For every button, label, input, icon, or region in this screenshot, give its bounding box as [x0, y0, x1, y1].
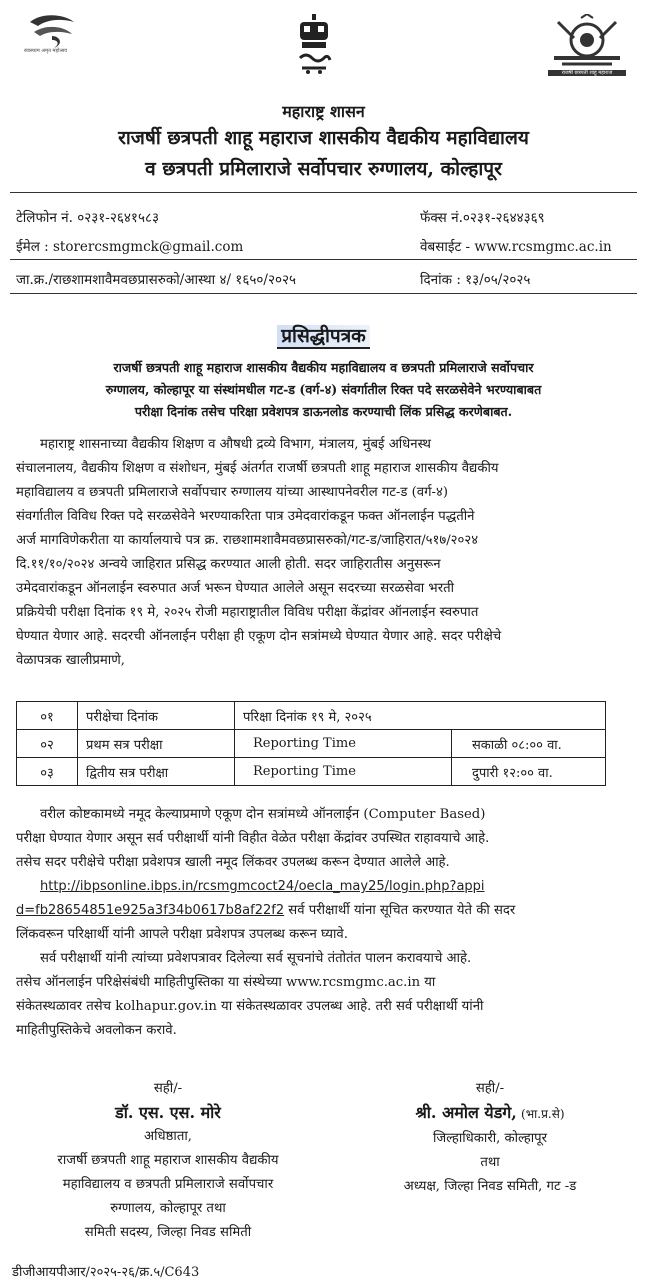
institution-heading-line1: राजर्षी छत्रपती शाहू महाराज शासकीय वैद्यकीय महाविद्यालय — [118, 127, 529, 149]
row-number: ०३ — [17, 758, 78, 786]
body-paragraph-3 — [16, 947, 633, 1043]
body-paragraph-2 — [16, 803, 633, 947]
body-line: लिंकवरून परिक्षार्थी यांनी आपले परीक्षा प्रवेशपत्र उपलब्ध करून घ्यावे. — [16, 927, 348, 942]
link-suffix-text: सर्व परीक्षार्थी यांना सूचित करण्यात येते की सदर — [284, 903, 516, 918]
notice-title — [0, 322, 647, 348]
subject-line: रुग्णालय, कोल्हापूर या संस्थांमधील गट-ड (वर्ग-४) संवर्गातील रिक्त पदे सरळसेवेने भरण्याबाबत — [105, 382, 542, 397]
row-value: Reporting Time — [235, 758, 452, 786]
signatory-collector — [340, 1077, 640, 1199]
fax-number: फॅक्स नं.०२३१-२६४४३६९ — [420, 210, 545, 226]
row-item: प्रथम सत्र परीक्षा — [78, 730, 235, 758]
body-line: दि.११/१०/२०२४ अन्वये जाहिरात प्रसिद्ध करण्यात आली होती. सदर जाहिरातीस अनुसरून — [16, 557, 441, 572]
crest-tagline: राजर्षी छत्रपती शाहू महाराज — [548, 70, 626, 76]
body-line: वरील कोष्टकामध्ये नमूद केल्याप्रमाणे एकूण दोन सत्रांमध्ये ऑनलाईन (Computer Based) — [40, 807, 486, 822]
body-line: उमेदवारांकडून ऑनलाईन स्वरुपात अर्ज भरून घेण्यात आलेले असून सदरच्या सरळसेवा भरती — [16, 581, 455, 596]
swirl-emblem-icon — [24, 14, 80, 50]
institution-heading-line2: व छत्रपती प्रमिलाराजे सर्वोपचार रुग्णालय, कोल्हापूर — [145, 158, 502, 180]
admit-card-link[interactable]: http://ibpsonline.ibps.in/rcsmgmcoct24/oecla_may25/login.php?appi — [40, 879, 485, 894]
subject-line: राजर्षी छत्रपती शाहू महाराज शासकीय वैद्यकीय महाविद्यालय व छत्रपती प्रमिलाराजे सर्वोपचार — [113, 360, 534, 375]
maharashtra-emblem — [294, 14, 334, 78]
body-line: घेण्यात येणार आहे. सदरची ऑनलाईन परीक्षा ही एकूण दोन सत्रांमध्ये घेण्यात येणार आहे. सदर परीक्षेचे — [16, 629, 502, 644]
footer-reference: डीजीआयपीआर/२०२५-२६/क्र.५/C643 — [12, 1265, 200, 1280]
website-address[interactable]: वेबसाईट - www.rcsmgmc.ac.in — [420, 239, 612, 255]
govt-heading: महाराष्ट्र शासन — [282, 102, 365, 121]
signatory-designation: जिल्हाधिकारी, कोल्हापूर — [432, 1131, 548, 1146]
state-emblem-icon — [294, 14, 334, 78]
signatory-designation: अधिष्ठाता, — [144, 1129, 192, 1144]
admit-card-link-continued[interactable]: d=fb28654851e925a3f34b0617b8af22f2 — [16, 903, 285, 918]
row-value: Reporting Time — [235, 730, 452, 758]
signatory-name: श्री. अमोल येडगे, — [415, 1103, 517, 1122]
signatory-line: रुग्णालय, कोल्हापूर तथा — [110, 1201, 226, 1216]
body-line: महाविद्यालय व छत्रपती प्रमिलाराजे सर्वोपचार रुग्णालय यांच्या आस्थापनेवरील गट-ड (वर्ग-४) — [16, 485, 448, 500]
notice-title-text: प्रसिद्धीपत्रक — [277, 325, 370, 349]
body-line: तसेच ऑनलाईन परिक्षेसंबंधी माहितीपुस्तिका या संस्थेच्या www.rcsmgmc.ac.in या — [16, 975, 436, 990]
signatory-line: तथा — [480, 1155, 500, 1170]
signatory-name: डॉ. एस. एस. मोरे — [115, 1103, 221, 1122]
body-line: महाराष्ट्र शासनाच्या वैद्यकीय शिक्षण व औषधी द्रव्ये विभाग, मंत्रालय, मुंबई अधिनस्थ — [40, 437, 431, 452]
telephone-number: टेलिफोन नं. ०२३१-२६४१५८३ — [16, 210, 159, 226]
signatory-line: समिती सदस्य, जिल्हा निवड समिती — [84, 1225, 252, 1240]
signatory-line: महाविद्यालय व छत्रपती प्रमिलाराजे सर्वोपचार — [62, 1177, 274, 1192]
body-line: संचालनालय, वैद्यकीय शिक्षण व संशोधन, मुंबई अंतर्गत राजर्षी छत्रपती शाहू महाराज शासकीय वैद्यकीय — [16, 461, 499, 476]
row-time: दुपारी १२:०० वा. — [452, 758, 606, 786]
table-row — [17, 730, 606, 758]
row-item: द्वितीय सत्र परीक्षा — [78, 758, 235, 786]
header-divider — [10, 192, 637, 193]
contact-divider — [10, 259, 637, 260]
table-row — [17, 758, 606, 786]
admit-card-link-line — [16, 875, 633, 899]
row-number: ०१ — [17, 702, 78, 730]
reference-number: जा.क्र./राछशामशावैमवछप्रासरुको/आस्था ४/ १६५०/२०२५ — [16, 272, 297, 288]
admit-card-link-line — [16, 899, 633, 923]
body-line: अर्ज मागविणेकरीता या कार्यालयाचे पत्र क्र. राछशामशावैमवछप्रासरुको/गट-ड/जाहिरात/५१७/२०२४ — [16, 533, 479, 548]
notice-subject — [12, 357, 635, 423]
signatory-dean — [8, 1077, 328, 1245]
body-line: वेळापत्रक खालीप्रमाणे, — [16, 653, 125, 668]
body-line: परीक्षा घेण्यात येणार असून सर्व परीक्षार्थी यांनी विहीत वेळेत परीक्षा केंद्रांवर उपस्थित राहावयाचे आहे. — [16, 831, 490, 846]
email-address[interactable]: ईमेल : storercsmgmck@gmail.com — [16, 239, 244, 255]
subject-line: परीक्षा दिनांक तसेच परिक्षा प्रवेशपत्र डाऊनलोड करण्याची लिंक प्रसिद्ध करणेबाबत. — [134, 404, 513, 419]
body-line: माहितीपुस्तिकेचे अवलोकन करावे. — [16, 1023, 177, 1038]
signatory-service: (भा.प्र.से) — [521, 1107, 565, 1121]
body-line: तसेच सदर परीक्षेचे परीक्षा प्रवेशपत्र खाली नमूद लिंकवर उपलब्ध करून देण्यात आलेले आहे. — [16, 855, 450, 870]
body-line: संकेतस्थळावर तसेच kolhapur.gov.in या संकेतस्थळावर उपलब्ध आहे. तरी सर्व परीक्षार्थी यांनी — [16, 999, 484, 1014]
notice-date: दिनांक : १३/०५/२०२५ — [420, 272, 531, 288]
signed-mark: सही/- — [153, 1081, 183, 1096]
row-item: परीक्षेचा दिनांक — [78, 702, 235, 730]
body-line: प्रक्रियेची परीक्षा दिनांक १९ मे, २०२५ रोजी महाराष्ट्रातील विविध परीक्षा केंद्रांवर ऑनलाईन स्वरुपात — [16, 605, 479, 620]
body-paragraph-1 — [16, 433, 633, 673]
row-time: सकाळी ०८:०० वा. — [452, 730, 606, 758]
signatory-line: राजर्षी छत्रपती शाहू महाराज शासकीय वैद्यकीय — [57, 1153, 279, 1168]
table-row — [17, 702, 606, 730]
exam-schedule-table — [16, 701, 606, 786]
row-value: परिक्षा दिनांक १९ मे, २०२५ — [235, 702, 606, 730]
body-line: सर्व परीक्षार्थी यांनी त्यांच्या प्रवेशपत्रावर दिलेल्या सर्व सूचनांचे तंतोतंत पालन करावयाचे आहे. — [40, 951, 472, 966]
body-line: संवर्गातील विविध रिक्त पदे सरळसेवेने भरण्याकरिता पात्र उमेदवारांकडून फक्त ऑनलाईन पद्धतीने — [16, 509, 475, 524]
amrit-mahotsav-logo — [24, 14, 94, 80]
crest-icon — [548, 14, 626, 70]
logo-tagline: स्वास्थ्यम अमृत महोत्सव — [24, 48, 68, 54]
signatory-line: अध्यक्ष, जिल्हा निवड समिती, गट -ड — [403, 1179, 577, 1194]
signatory-name-row — [340, 1101, 640, 1127]
college-crest-logo — [548, 14, 626, 84]
row-number: ०२ — [17, 730, 78, 758]
reference-divider — [10, 293, 637, 294]
signed-mark: सही/- — [475, 1081, 505, 1096]
